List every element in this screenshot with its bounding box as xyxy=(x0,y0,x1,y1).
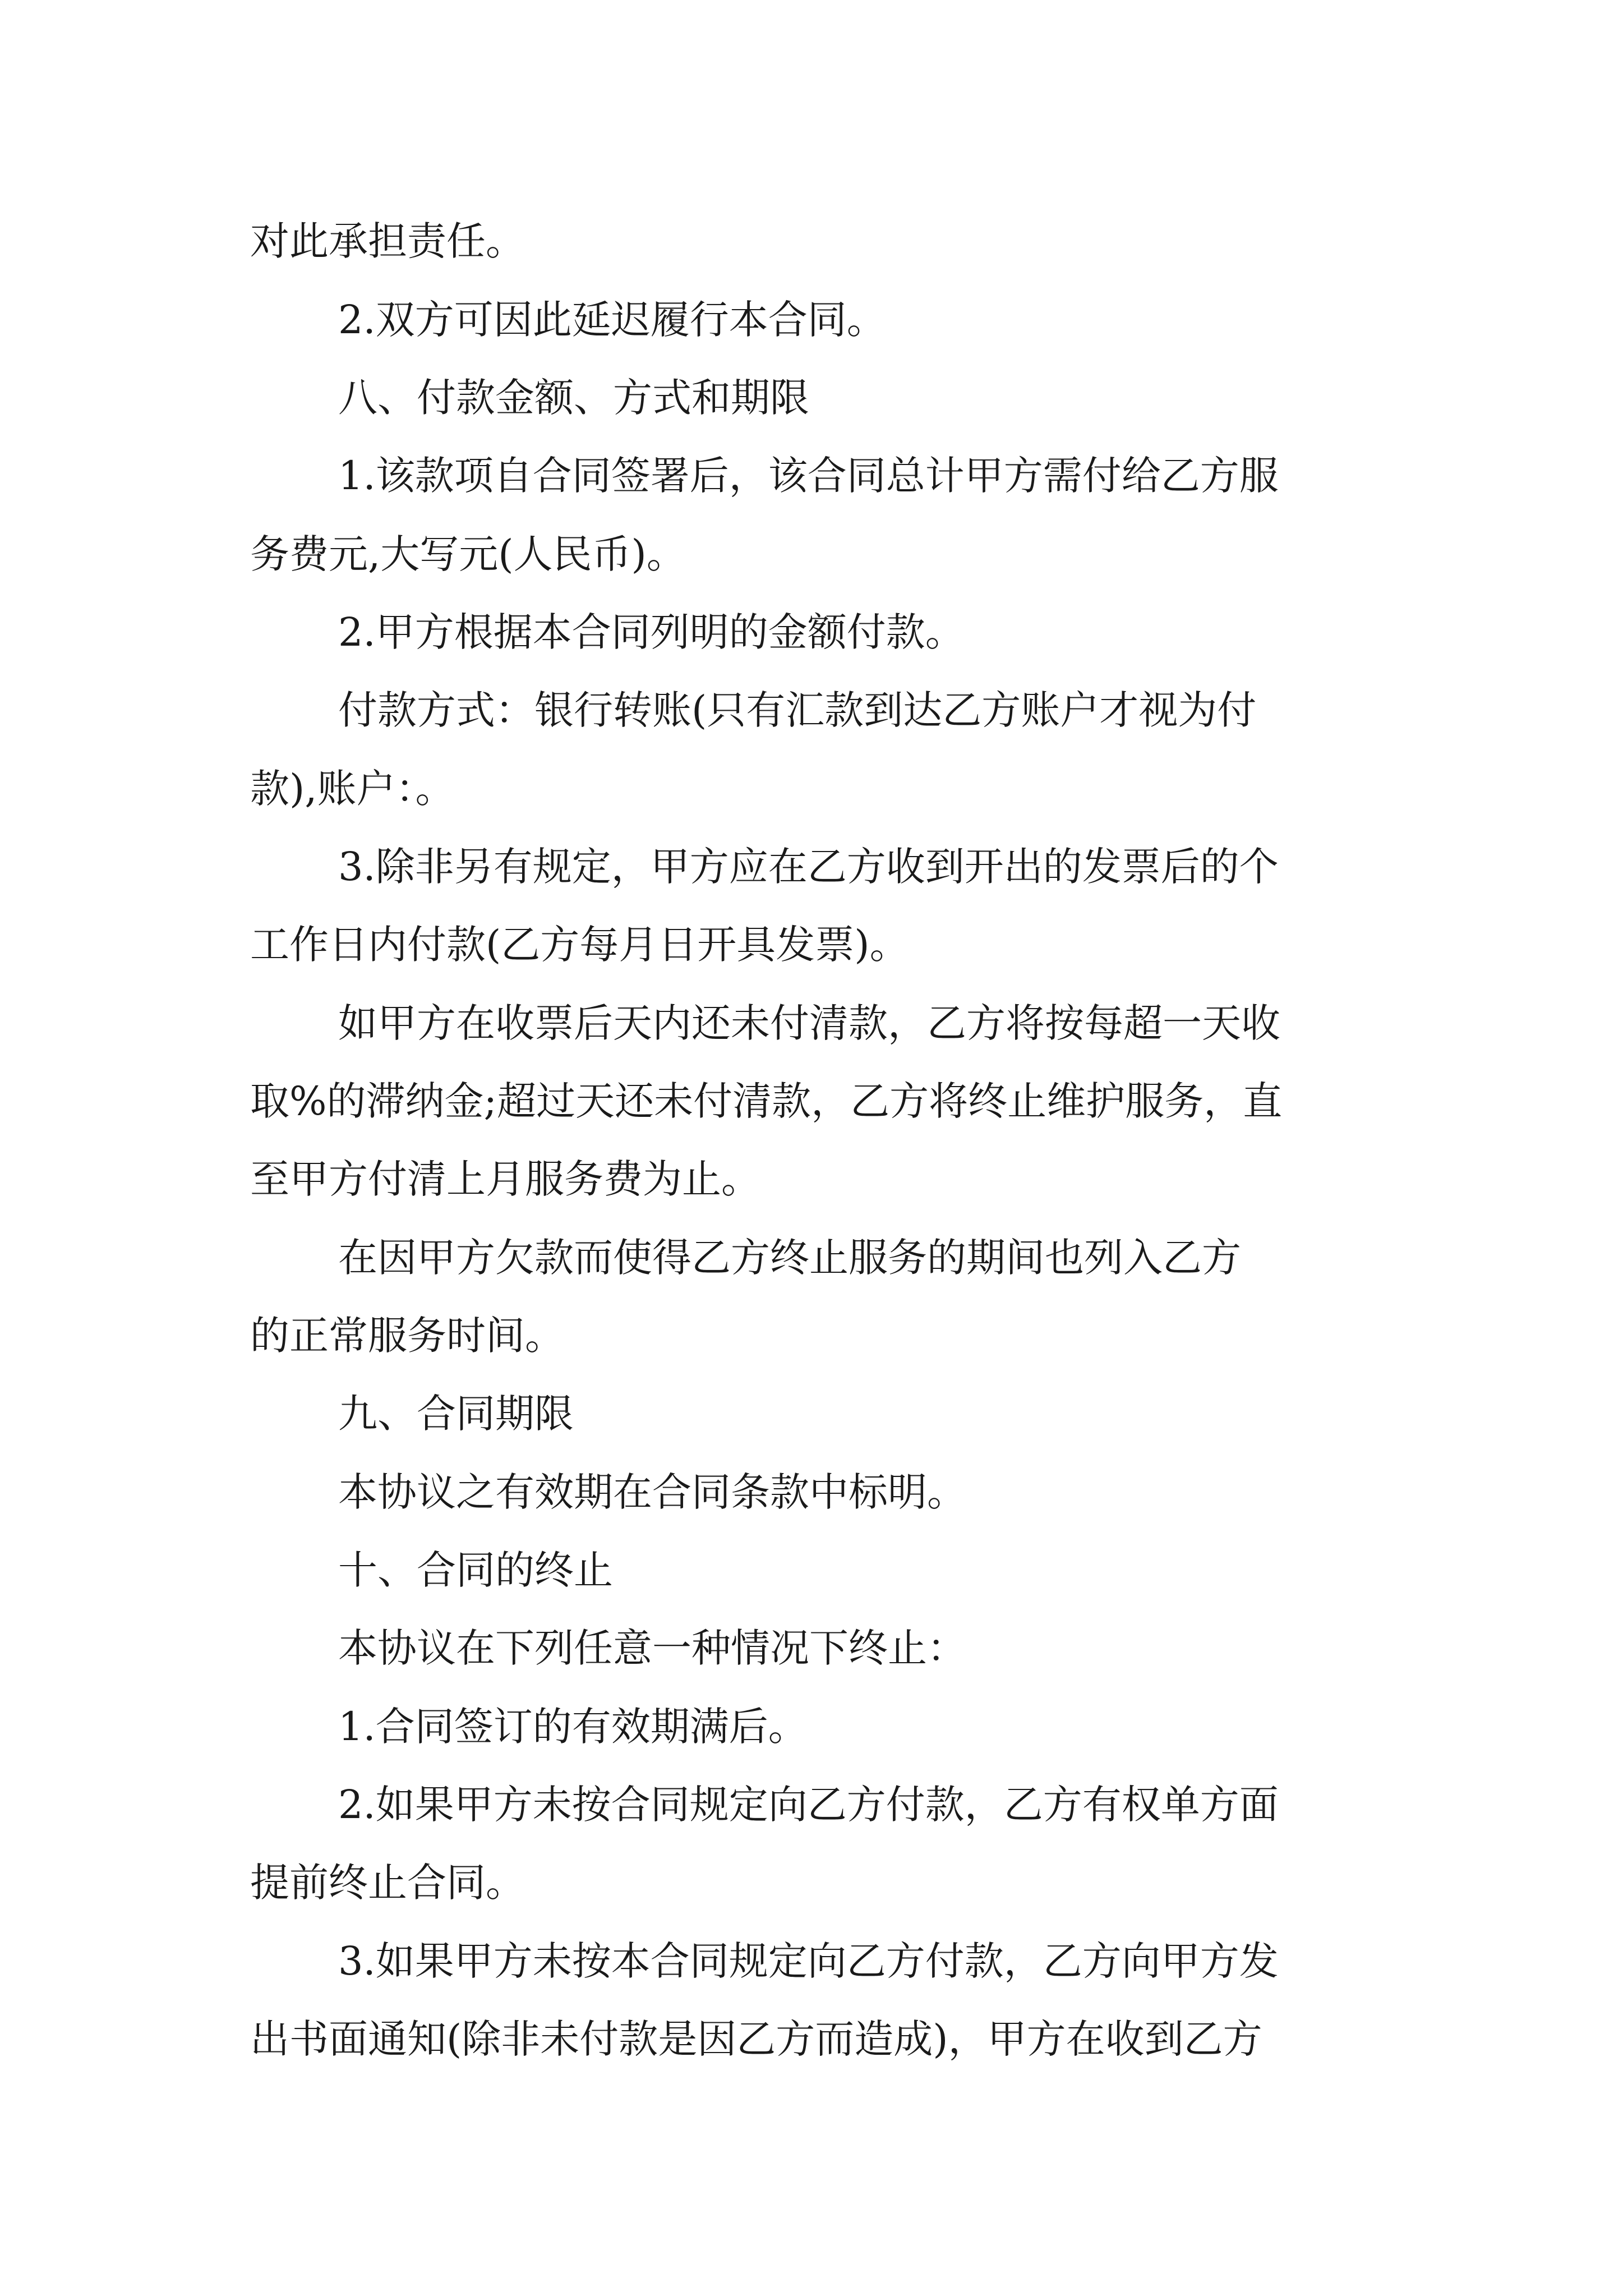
section-heading: 八、付款金额、方式和期限 xyxy=(338,375,809,421)
text-line: 2.甲方根据本合同列明的金额付款。 xyxy=(338,609,965,655)
text-line: 3.如果甲方未按本合同规定向乙方付款，乙方向甲方发 xyxy=(338,1938,1279,1984)
text-line: 本协议在下列任意一种情况下终止： xyxy=(338,1625,966,1671)
text-line: 1.该款项自合同签署后，该合同总计甲方需付给乙方服 xyxy=(338,453,1279,499)
text-line: 3.除非另有规定，甲方应在乙方收到开出的发票后的个 xyxy=(338,844,1279,890)
text-line: 的正常服务时间。 xyxy=(250,1313,564,1359)
section-heading: 十、合同的终止 xyxy=(338,1547,613,1593)
text-line: 至甲方付清上月服务费为止。 xyxy=(250,1156,760,1202)
text-line: 款),账户：。 xyxy=(250,766,455,812)
text-line: 2.如果甲方未按合同规定向乙方付款，乙方有权单方面 xyxy=(338,1782,1279,1828)
text-line: 取%的滞纳金;超过天还未付清款，乙方将终止维护服务，直 xyxy=(250,1078,1283,1124)
text-line: 如甲方在收票后天内还未付清款，乙方将按每超一天收 xyxy=(338,1000,1280,1046)
text-line: 付款方式：银行转账(只有汇款到达乙方账户才视为付 xyxy=(338,687,1257,733)
text-line: 在因甲方欠款而使得乙方终止服务的期间也列入乙方 xyxy=(338,1235,1241,1281)
text-line: 出书面通知(除非未付款是因乙方而造成)，甲方在收到乙方 xyxy=(250,2016,1262,2062)
text-line: 对此承担责任。 xyxy=(250,218,525,264)
text-line: 1.合同签订的有效期满后。 xyxy=(338,1704,808,1750)
text-line: 务费元,大写元(人民币)。 xyxy=(250,531,686,577)
text-line: 2.双方可因此延迟履行本合同。 xyxy=(338,297,886,343)
section-heading: 九、合同期限 xyxy=(338,1391,574,1437)
text-line: 工作日内付款(乙方每月日开具发票)。 xyxy=(250,922,909,968)
text-line: 本协议之有效期在合同条款中标明。 xyxy=(338,1469,966,1515)
text-line: 提前终止合同。 xyxy=(250,1860,525,1906)
